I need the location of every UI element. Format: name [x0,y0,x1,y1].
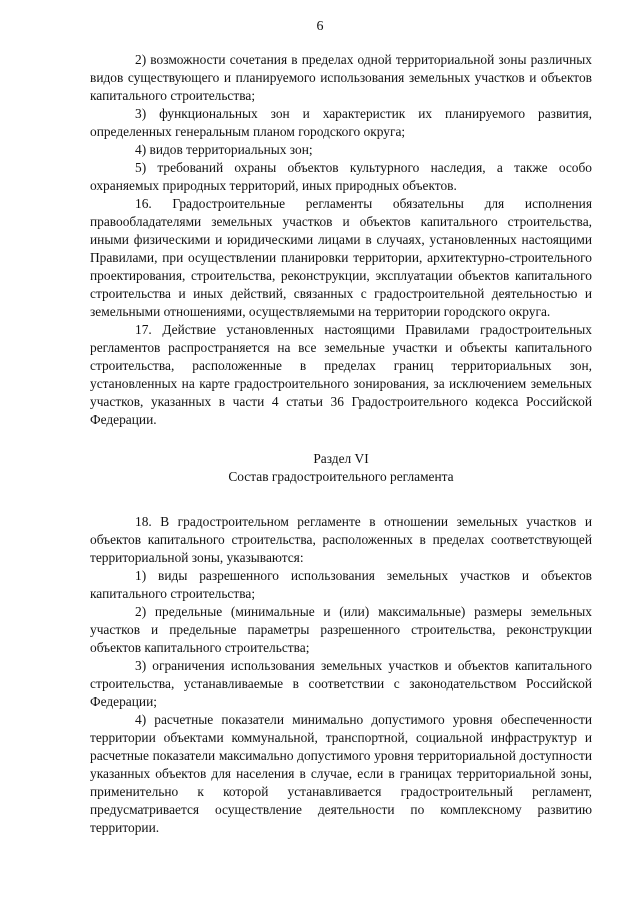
clause-18-item-1: 1) виды разрешенного использования земельных участков и объектов капитального строительства; [90,568,592,601]
list-item-3: 3) функциональных зон и характеристик их планируемого развития, определенных генеральным планом городского округа; [90,106,592,139]
list-item-2: 2) возможности сочетания в пределах одной территориальной зоны различных видов существующего и планируемого использования земельных участков и объектов капитального строительства; [90,52,592,103]
document-body [90,51,592,837]
list-item-4: 4) видов территориальных зон; [135,142,313,157]
list-item-5: 5) требований охраны объектов культурного наследия, а также особо охраняемых природных территорий, иных природных объектов. [90,160,592,193]
clause-18-item-2: 2) предельные (минимальные и (или) максимальные) размеры земельных участков и предельные параметры разрешенного строительства, реконструкции объектов капитального строительства; [90,604,592,655]
clause-16: 16. Градостроительные регламенты обязательны для исполнения правообладателями земельных участков и объектов капитального строительства, иными физическими и юридическими лицами в случаях, установленных настоящими Правилами, при осуществлении планировки территории, архитектурно-строительного проектирования, строительства, реконструкции, эксплуатации объектов капитального строительства и иных действий, связанных с градостроительной деятельностью и земельными отношениями, осуществляемыми на территории городского округа. [90,196,592,319]
clause-17: 17. Действие установленных настоящими Правилами градостроительных регламентов распространяется на все земельные участки и объекты капитального строительства, расположенные в пределах границ территориальных зон, установленных на карте градостроительного зонирования, за исключением земельных участков, указанных в части 4 статьи 36 Градостроительного кодекса Российской Федерации. [90,322,592,427]
clause-18: 18. В градостроительном регламенте в отношении земельных участков и объектов капитального строительства, расположенных в пределах соответствующей территориальной зоны, указываются: [90,514,592,565]
clause-18-item-3: 3) ограничения использования земельных участков и объектов капитального строительства, устанавливаемые в соответствии с законодательством Российской Федерации; [90,658,592,709]
section-title: Состав градостроительного регламента [228,469,454,484]
section-number: Раздел VI [313,451,369,466]
clause-18-item-4: 4) расчетные показатели минимально допустимого уровня обеспеченности территории объектами коммунальной, транспортной, социальной инфраструктур и расчетные показатели максимально допустимого уровня территориальной доступности указанных объектов для населения в случае, если в границах территориальной зоны, применительно к которой устанавливается градостроительный регламент, предусматривается осуществление деятельности по комплексному развитию территории. [90,712,592,835]
page-number: 6 [316,19,324,34]
